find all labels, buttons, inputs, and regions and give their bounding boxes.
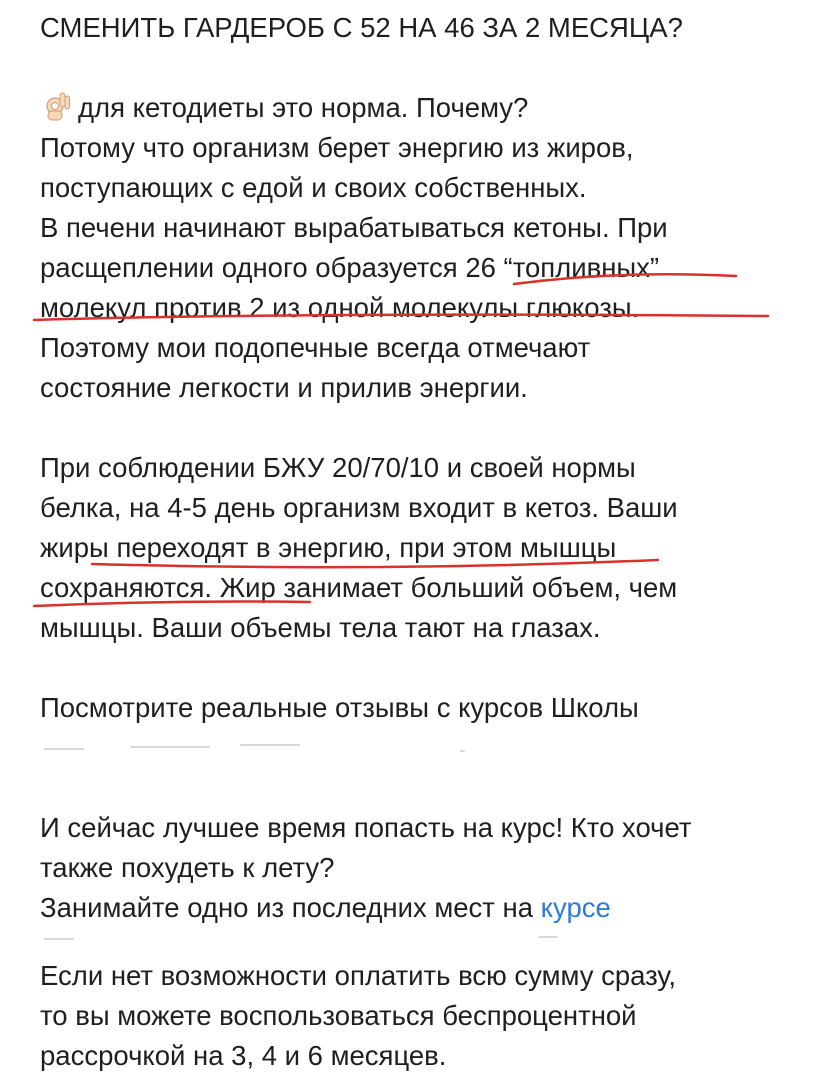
paragraph1-text-1: для кетодиеты это норма. Почему? [78,92,529,123]
paragraph5-line-1: Если нет возможности оплатить всю сумму сразу, [40,960,677,991]
paragraph2-line-3: жиры переходят в энергию, при этом мышцы [40,532,617,563]
paragraph2-line-4: сохраняются. Жир занимает больший объем, чем [40,572,678,603]
paragraph1-line-4: В печени начинают вырабатываться кетоны. При [40,212,668,243]
paragraph1-line-3: поступающих с едой и своих собственных. [40,172,587,203]
paragraph1-line-2: Потому что организм берет энергию из жиров, [40,132,634,163]
paragraph4-line-2: также похудеть к лету? [40,852,335,883]
paragraph1-line-7: Поэтому мои подопечные всегда отмечают [40,332,591,363]
enroll-line [40,888,798,928]
paragraph2-line-2: белка, на 4-5 день организм входит в кетоз. Ваши [40,492,678,523]
paragraph1-line-8: состояние легкости и прилив энергии. [40,372,528,403]
paragraph2-line-1: При соблюдении БЖУ 20/70/10 и своей нормы [40,452,636,483]
ok-hand-icon [40,89,74,123]
paragraph4-line-1: И сейчас лучшее время попасть на курс! Кто хочет [40,812,692,843]
redacted-line-2 [40,928,798,956]
post-title: СМЕНИТЬ ГАРДЕРОБ С 52 НА 46 ЗА 2 МЕСЯЦА? [40,12,683,43]
paragraph3-line-1: Посмотрите реальные отзывы с курсов Школы [40,692,639,723]
redacted-line [40,728,798,768]
paragraph1-line-1 [40,88,798,128]
paragraph2-line-5: мышцы. Ваши объемы тела тают на глазах. [40,612,601,643]
paragraph5-line-2: то вы можете воспользоваться беспроцентной [40,1000,637,1031]
enroll-text: Занимайте одно из последних мест на [40,892,534,923]
paragraph1-line-5: расщеплении одного образуется 26 “топливных” [40,252,660,283]
course-link[interactable]: курсе [540,892,611,923]
paragraph5-line-3: рассрочкой на 3, 4 и 6 месяцев. [40,1040,447,1071]
paragraph1-line-6: молекул против 2 из одной молекулы глюкозы. [40,292,640,323]
